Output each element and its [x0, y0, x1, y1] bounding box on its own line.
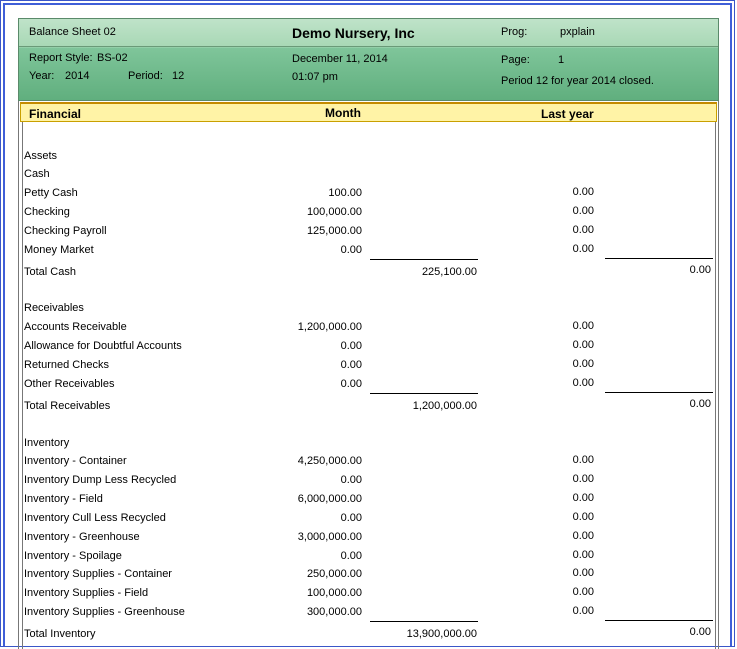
- column-header: [20, 102, 717, 122]
- page-label: Page:: [501, 54, 530, 66]
- report-time: 01:07 pm: [292, 71, 338, 83]
- month-value: 100.00: [328, 187, 362, 199]
- report-header: [18, 18, 719, 101]
- report-body[interactable]: [18, 101, 719, 649]
- account-label: Money Market: [24, 244, 94, 256]
- period-status: Period 12 for year 2014 closed.: [501, 75, 654, 87]
- last-year-value: 0.00: [572, 549, 594, 561]
- account-label: Inventory Cull Less Recycled: [24, 512, 166, 524]
- period-value: 12: [172, 70, 185, 82]
- last-year-value: 0.00: [572, 339, 594, 351]
- month-value: 0.00: [340, 378, 362, 390]
- account-label: Checking Payroll: [24, 225, 107, 237]
- cash-total-month: 225,100.00: [421, 266, 477, 278]
- account-label: Inventory Dump Less Recycled: [24, 474, 177, 486]
- cash-heading: Cash: [24, 168, 50, 180]
- month-value: 0.00: [340, 244, 362, 256]
- last-year-value: 0.00: [572, 205, 594, 217]
- prog-value: pxplain: [560, 26, 595, 38]
- left-border: [22, 122, 23, 649]
- account-label: Inventory Supplies - Container: [24, 568, 172, 580]
- receivables-total-month: 1,200,000.00: [412, 400, 477, 412]
- cash-month-subtotal-rule: [370, 259, 478, 260]
- inventory-total-label: Total Inventory: [24, 628, 96, 640]
- month-value: 6,000,000.00: [297, 493, 362, 505]
- last-year-value: 0.00: [572, 454, 594, 466]
- last-year-value: 0.00: [572, 243, 594, 255]
- inventory-total-month: 13,900,000.00: [406, 628, 477, 640]
- account-label: Inventory - Greenhouse: [24, 531, 140, 543]
- month-value: 100,000.00: [306, 206, 362, 218]
- period-label: Period:: [128, 70, 163, 82]
- month-value: 0.00: [340, 359, 362, 371]
- assets-heading: Assets: [24, 150, 58, 162]
- report-style-label: Report Style:: [29, 52, 93, 64]
- month-value: 250,000.00: [306, 568, 362, 580]
- report-name: Balance Sheet 02: [29, 26, 116, 38]
- account-label: Returned Checks: [24, 359, 109, 371]
- last-year-value: 0.00: [572, 224, 594, 236]
- inventory-month-subtotal-rule: [370, 621, 478, 622]
- account-label: Other Receivables: [24, 378, 115, 390]
- month-value: 4,250,000.00: [297, 455, 362, 467]
- account-label: Petty Cash: [24, 187, 78, 199]
- month-value: 0.00: [340, 512, 362, 524]
- month-value: 100,000.00: [306, 587, 362, 599]
- month-value: 300,000.00: [306, 606, 362, 618]
- last-year-value: 0.00: [572, 186, 594, 198]
- column-last-year: Last year: [541, 107, 594, 121]
- inventory-total-last-year: 0.00: [689, 626, 711, 638]
- receivables-total-label: Total Receivables: [24, 400, 111, 412]
- last-year-value: 0.00: [572, 511, 594, 523]
- account-label: Inventory - Spoilage: [24, 550, 122, 562]
- cash-total-last-year: 0.00: [689, 264, 711, 276]
- cash-total-label: Total Cash: [24, 266, 76, 278]
- month-value: 1,200,000.00: [297, 321, 362, 333]
- month-value: 3,000,000.00: [297, 531, 362, 543]
- account-label: Inventory - Container: [24, 455, 127, 467]
- account-label: Accounts Receivable: [24, 321, 127, 333]
- year-label: Year:: [29, 70, 55, 82]
- account-label: Inventory Supplies - Field: [24, 587, 149, 599]
- month-value: 0.00: [340, 340, 362, 352]
- account-label: Inventory - Field: [24, 493, 103, 505]
- column-month: Month: [325, 106, 361, 120]
- receivables-month-subtotal-rule: [370, 393, 478, 394]
- last-year-value: 0.00: [572, 530, 594, 542]
- month-value: 0.00: [340, 550, 362, 562]
- right-border: [715, 122, 716, 649]
- receivables-heading: Receivables: [24, 302, 84, 314]
- company-name: Demo Nursery, Inc: [292, 25, 415, 41]
- inventory-last-year-subtotal-rule: [605, 620, 713, 621]
- last-year-value: 0.00: [572, 605, 594, 617]
- report-style-value: BS-02: [97, 52, 128, 64]
- last-year-value: 0.00: [572, 567, 594, 579]
- inventory-heading: Inventory: [24, 437, 70, 449]
- month-value: 125,000.00: [306, 225, 362, 237]
- cash-last-year-subtotal-rule: [605, 258, 713, 259]
- year-value: 2014: [65, 70, 90, 82]
- last-year-value: 0.00: [572, 586, 594, 598]
- month-value: 0.00: [340, 474, 362, 486]
- last-year-value: 0.00: [572, 320, 594, 332]
- last-year-value: 0.00: [572, 492, 594, 504]
- header-divider: [19, 46, 718, 47]
- page-value: 1: [558, 54, 565, 66]
- prog-label: Prog:: [501, 26, 528, 38]
- account-label: Checking: [24, 206, 70, 218]
- receivables-last-year-subtotal-rule: [605, 392, 713, 393]
- report-date: December 11, 2014: [292, 53, 388, 65]
- last-year-value: 0.00: [572, 358, 594, 370]
- column-financial: Financial: [29, 107, 82, 121]
- receivables-total-last-year: 0.00: [689, 398, 711, 410]
- last-year-value: 0.00: [572, 377, 594, 389]
- account-label: Allowance for Doubtful Accounts: [24, 340, 182, 352]
- account-label: Inventory Supplies - Greenhouse: [24, 606, 185, 618]
- last-year-value: 0.00: [572, 473, 594, 485]
